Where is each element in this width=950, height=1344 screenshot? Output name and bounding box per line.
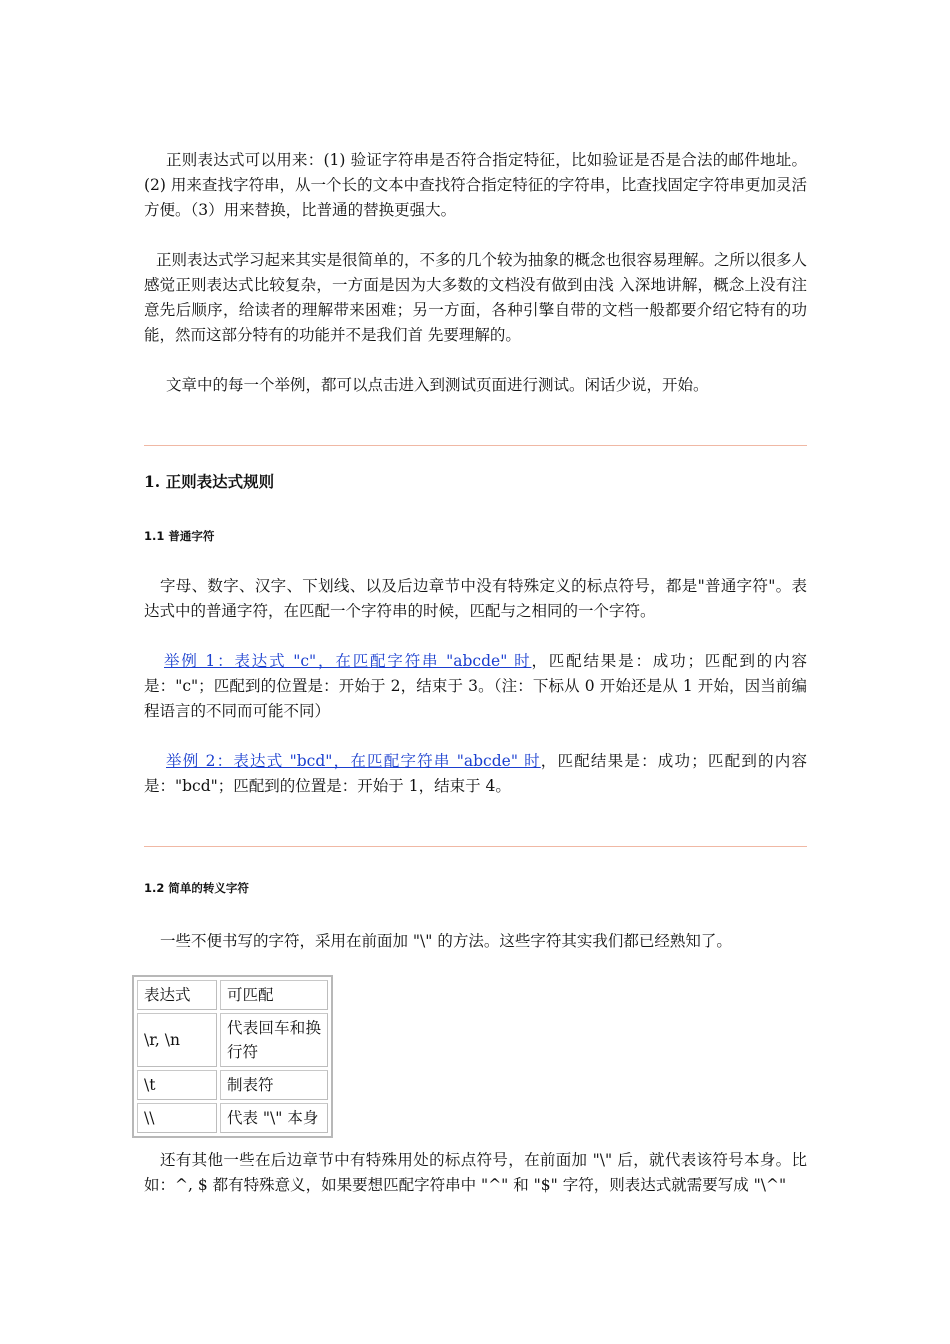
table-row <box>137 1013 328 1067</box>
escape-table-wrapper <box>132 975 333 1138</box>
example-2 <box>144 749 807 799</box>
example-1 <box>144 649 807 724</box>
divider-2 <box>144 846 807 847</box>
table-cell: \r, \n <box>137 1013 217 1067</box>
table-header-cell: 可匹配 <box>220 980 328 1010</box>
section-1-1-title: 1.1 普通字符 <box>144 529 215 543</box>
document-page <box>144 148 808 1194</box>
intro-paragraph-2: 正则表达式学习起来其实是很简单的，不多的几个较为抽象的概念也很容易理解。之所以很多人感觉正则表达式比较复杂，一方面是因为大多数的文档没有做到由浅 入深地讲解，概念上没有注意先后顺序，给读者的理解带来困难；另一方面，各种引擎自带的文档一般都要介绍它特有的功能，然而这部分特有的功能并不是我们首 先要理解的。 <box>144 251 808 344</box>
table-cell: \\ <box>137 1103 217 1133</box>
divider-1 <box>144 445 807 446</box>
table-row <box>137 1070 328 1100</box>
example-2-link[interactable]: 举例 2：表达式 "bcd"，在匹配字符串 "abcde" 时 <box>166 752 541 770</box>
escape-character-table <box>132 975 333 1138</box>
intro-paragraph-1: 正则表达式可以用来：(1) 验证字符串是否符合指定特征，比如验证是否是合法的邮件地址。(2) 用来查找字符串，从一个长的文本中查找符合指定特征的字符串，比查找固定字符串更加灵活方便。（3）用来替换，比普通的替换更强大。 <box>144 151 807 219</box>
table-header-row <box>137 980 328 1010</box>
example-1-result: ，匹配结果是：成功；匹配到的内容是："c"；匹配到的位置是：开始于 2，结束于 3。（注：下标从 0 开始还是从 1 开始，因当前编程语言的不同而可能不同） <box>144 652 807 720</box>
section-1-2-title: 1.2 简单的转义字符 <box>144 881 249 895</box>
table-cell: 代表 "\" 本身 <box>220 1103 328 1133</box>
section-1-2-after-table: 还有其他一些在后边章节中有特殊用处的标点符号，在前面加 "\" 后，就代表该符号本身。比如：^, $ 都有特殊意义，如果要想匹配字符串中 "^" 和 "$" 字符，则表达式就需要写成 "\^" <box>144 1151 807 1194</box>
table-cell: 制表符 <box>220 1070 328 1100</box>
section-1-title: 1. 正则表达式规则 <box>144 472 275 491</box>
section-1-2-description: 一些不便书写的字符，采用在前面加 "\" 的方法。这些字符其实我们都已经熟知了。 <box>160 932 732 950</box>
section-1-1-description: 字母、数字、汉字、下划线、以及后边章节中没有特殊定义的标点符号，都是"普通字符"。表达式中的普通字符，在匹配一个字符串的时候，匹配与之相同的一个字符。 <box>144 577 807 620</box>
example-1-link[interactable]: 举例 1：表达式 "c"，在匹配字符串 "abcde" 时 <box>164 652 532 670</box>
table-row <box>137 1103 328 1133</box>
example-2-result: ，匹配结果是：成功；匹配到的内容是："bcd"；匹配到的位置是：开始于 1，结束于 4。 <box>144 752 807 795</box>
table-cell: 代表回车和换行符 <box>220 1013 328 1067</box>
table-cell: \t <box>137 1070 217 1100</box>
table-header-cell: 表达式 <box>137 980 217 1010</box>
intro-paragraph-3: 文章中的每一个举例，都可以点击进入到测试页面进行测试。闲话少说，开始。 <box>166 376 709 394</box>
